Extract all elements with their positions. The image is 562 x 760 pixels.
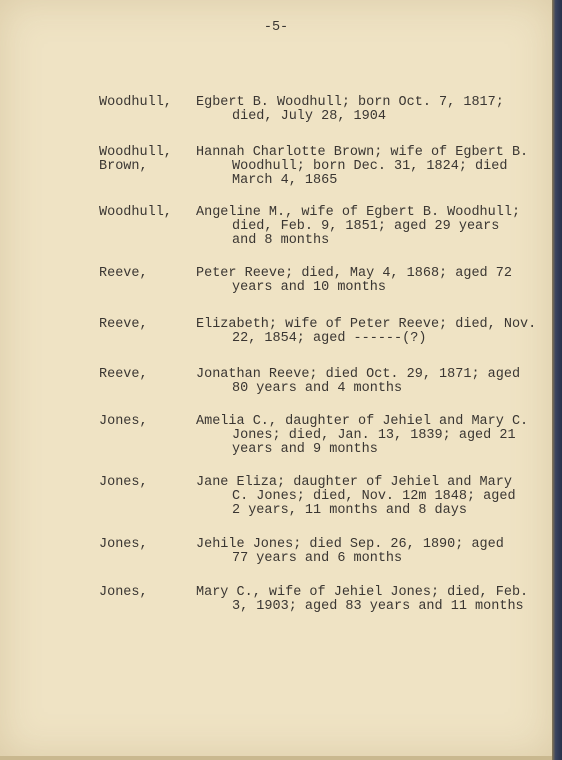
list-item — [0, 538, 552, 588]
binding-edge — [552, 0, 562, 760]
entry-text — [196, 476, 526, 518]
entry-line: died, Feb. 9, 1851; aged 29 years — [232, 219, 500, 234]
list-item — [0, 206, 552, 256]
list-item — [0, 267, 552, 317]
entry-text — [196, 585, 529, 614]
list-item — [0, 368, 552, 418]
entry-text — [196, 96, 526, 124]
entry-surname: Reeve, — [99, 367, 148, 382]
entry-surname: Woodhull, — [99, 205, 172, 220]
page-number: -5- — [263, 20, 289, 35]
entry-line: Jonathan Reeve; died Oct. 29, 1871; aged — [196, 367, 521, 382]
list-item — [0, 415, 552, 465]
entry-surname: Jones, — [99, 585, 148, 600]
entry-line: Amelia C., daughter of Jehiel and Mary C. — [196, 414, 529, 429]
entry-line: Peter Reeve; died, May 4, 1868; aged 72 — [196, 266, 512, 281]
entry-line: Egbert B. Woodhull; born Oct. 7, 1817; — [196, 95, 504, 110]
entry-line: 22, 1854; aged ------(?) — [232, 331, 427, 346]
entry-text — [196, 538, 526, 566]
entry-line: C. Jones; died, Nov. 12m 1848; aged — [232, 489, 516, 504]
list-item — [0, 146, 552, 196]
entry-line: Mary C., wife of Jehiel Jones; died, Feb. — [196, 585, 529, 600]
entry-line: Jones; died, Jan. 13, 1839; aged 21 — [232, 428, 516, 443]
entry-surname: Jones, — [99, 475, 148, 490]
entry-line: 2 years, 11 months and 8 days — [232, 503, 467, 518]
entry-surname: Reeve, — [99, 317, 148, 332]
entry-text — [196, 368, 526, 396]
entry-line: Elizabeth; wife of Peter Reeve; died, Nov. — [196, 317, 537, 332]
entry-text — [196, 267, 526, 295]
entry-text — [196, 206, 526, 248]
entry-surname: Woodhull, — [99, 95, 172, 110]
entry-line: Woodhull; born Dec. 31, 1824; died — [232, 159, 508, 174]
entry-line: died, July 28, 1904 — [232, 109, 386, 124]
entry-surname: Reeve, — [99, 266, 148, 281]
entry-line: Angeline M., wife of Egbert B. Woodhull; — [196, 205, 521, 220]
entry-line: Hannah Charlotte Brown; wife of Egbert B. — [196, 145, 529, 160]
list-item — [0, 586, 552, 636]
entry-text — [196, 317, 537, 346]
entry-line: Jane Eliza; daughter of Jehiel and Mary — [196, 475, 512, 490]
entry-surname: Jones, — [99, 414, 148, 429]
entry-line: Jehile Jones; died Sep. 26, 1890; aged — [196, 537, 504, 552]
entry-text — [196, 414, 529, 457]
list-item — [0, 318, 552, 368]
entry-surname: Jones, — [99, 537, 148, 552]
list-item — [0, 96, 552, 146]
entry-line: and 8 months — [232, 233, 330, 248]
entry-line: 80 years and 4 months — [232, 381, 403, 396]
entry-line: years and 9 months — [232, 442, 378, 457]
entry-surname: Woodhull, Brown, — [99, 145, 172, 174]
entry-line: 77 years and 6 months — [232, 551, 403, 566]
entry-line: 3, 1903; aged 83 years and 11 months — [232, 599, 524, 614]
entry-text — [196, 145, 529, 188]
list-item — [0, 476, 552, 526]
entry-line: years and 10 months — [232, 280, 386, 295]
entry-line: March 4, 1865 — [232, 173, 338, 188]
